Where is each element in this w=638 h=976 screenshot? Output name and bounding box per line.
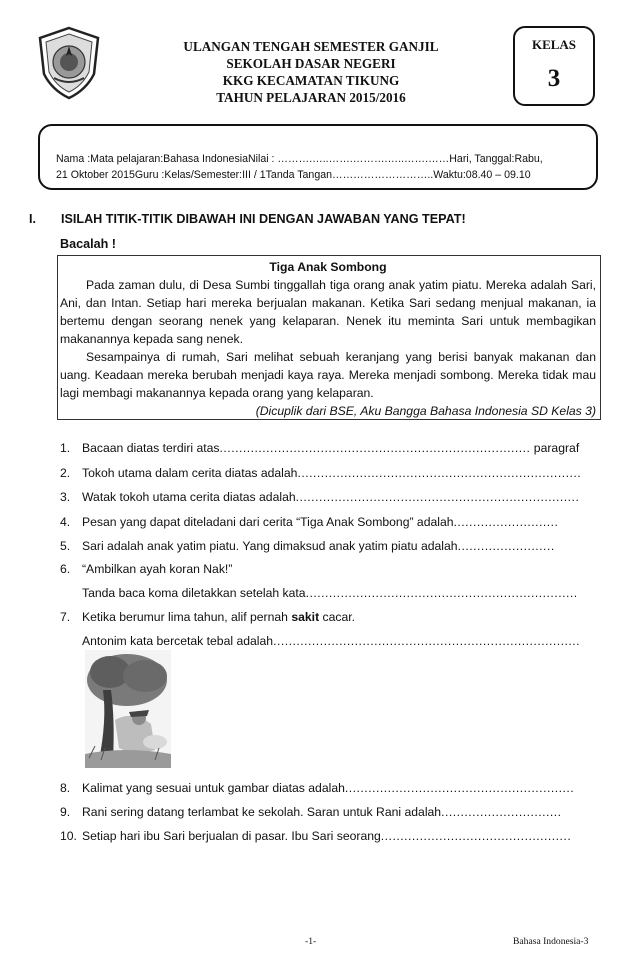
section-heading (29, 212, 466, 226)
answer-blank: ......................................................................... (297, 466, 582, 480)
class-box (513, 26, 595, 106)
question-number: 5. (60, 539, 71, 553)
question-text: Rani sering datang terlambat ke sekolah. Saran untuk Rani adalah (82, 805, 442, 819)
story-box (57, 255, 601, 420)
answer-blank: ........................... (453, 515, 559, 529)
header-line: KKG KECAMATAN TIKUNG (222, 73, 400, 88)
question-item (60, 440, 601, 456)
question-number: 4. (60, 515, 71, 529)
question-text: Sari adalah anak yatim piatu. Yang dimaksud anak yatim piatu adalah (82, 539, 458, 553)
info-line: Nama :Mata pelajaran:Bahasa IndonesiaNilai : ……….…..…….……….…..…….……Hari, Tanggal:Rabu, (56, 153, 543, 165)
story-paragraph: Sesampainya di rumah, Sari melihat sebuah keranjang yang berisi banyak makanan dan uang. Keadaan mereka berubah menjadi kaya raya. Mereka menjadi sombong. Mereka tidak mau lagi membagi makanannya kepada orang yang kelaparan. (60, 350, 596, 400)
question-number: 8. (60, 781, 71, 795)
question-text: Bacaan diatas terdiri atas (82, 441, 220, 455)
question-text-after: cacar. (319, 610, 356, 624)
question-continuation (60, 633, 601, 649)
question-number: 7. (60, 610, 71, 624)
student-info-text (56, 151, 592, 183)
question-number: 9. (60, 805, 71, 819)
question-item (60, 828, 601, 844)
answer-blank: ......................................................................... (295, 490, 580, 504)
question-item (60, 780, 601, 796)
question-number: 1. (60, 441, 71, 455)
question-item (60, 804, 601, 820)
question-text: Ketika berumur lima tahun, alif pernah (82, 610, 292, 624)
answer-blank: ............................................................................... (273, 634, 581, 648)
footer-subject: Bahasa Indonesia-3 (513, 936, 589, 947)
question-suffix: paragraf (530, 441, 580, 455)
boy-under-tree-illustration (85, 650, 171, 768)
question-text: Tokoh utama dalam cerita diatas adalah (82, 466, 298, 480)
question-number: 3. (60, 490, 71, 504)
header-line: ULANGAN TENGAH SEMESTER GANJIL (183, 39, 439, 54)
answer-blank: ................................................................................ (219, 441, 531, 455)
question-item (60, 465, 601, 481)
section-number: I. (29, 212, 36, 226)
question-number: 6. (60, 562, 71, 576)
answer-blank: ...................................................................... (305, 586, 578, 600)
section-title: ISILAH TITIK-TITIK DIBAWAH INI DENGAN JAWABAN YANG TEPAT! (61, 212, 466, 226)
question-text: Watak tokoh utama cerita diatas adalah (82, 490, 296, 504)
question-text: Setiap hari ibu Sari berjualan di pasar. Ibu Sari seorang (82, 829, 381, 843)
info-line: 21 Oktober 2015Guru :Kelas/Semester:III / 1Tanda Tangan………………………..Waktu:08.40 – 09.10 (56, 169, 531, 181)
question-text: Tanda baca koma diletakkan setelah kata (82, 586, 306, 600)
page-number: -1- (305, 936, 317, 947)
header-line: TAHUN PELAJARAN 2015/2016 (216, 90, 406, 105)
question-text: Antonim kata bercetak tebal adalah (82, 634, 274, 648)
class-label: KELAS (531, 37, 577, 52)
question-text: Pesan yang dapat diteladani dari cerita “Tiga Anak Sombong” adalah (82, 515, 454, 529)
class-value: 3 (547, 65, 561, 92)
header-line: SEKOLAH DASAR NEGERI (226, 56, 396, 71)
question-item (60, 538, 601, 554)
answer-blank: ............................... (441, 805, 562, 819)
question-text: “Ambilkan ayah koran Nak!” (82, 562, 233, 576)
reading-instruction: Bacalah ! (60, 237, 116, 251)
story-title: Tiga Anak Sombong (269, 260, 387, 274)
answer-blank: ........................................................... (344, 781, 575, 795)
school-emblem-logo (36, 26, 102, 100)
question-continuation (60, 585, 601, 601)
question-number: 10. (60, 829, 77, 843)
exam-header (150, 38, 472, 106)
story-paragraph: Pada zaman dulu, di Desa Sumbi tinggallah tiga orang anak yatim piatu. Mereka adalah Sari, Ani, dan Intan. Setiap hari mereka berjualan makanan. Ketika Sari sedang menjual makanan, ia bertemu dengan seorang nenek yang kelaparan. Nenek itu meminta Sari untuk membagikan makanannya kepada sang nenek. (60, 278, 596, 346)
story-source: (Dicuplik dari BSE, Aku Bangga Bahasa Indonesia SD Kelas 3) (255, 404, 596, 418)
answer-blank: ................................................. (380, 829, 572, 843)
question-item (60, 561, 601, 577)
question-item (60, 609, 601, 625)
question-text: Kalimat yang sesuai untuk gambar diatas adalah (82, 781, 345, 795)
bold-word: sakit (291, 610, 320, 624)
question-number: 2. (60, 466, 71, 480)
answer-blank: ......................... (457, 539, 555, 553)
question-item (60, 514, 601, 530)
question-item (60, 489, 601, 505)
